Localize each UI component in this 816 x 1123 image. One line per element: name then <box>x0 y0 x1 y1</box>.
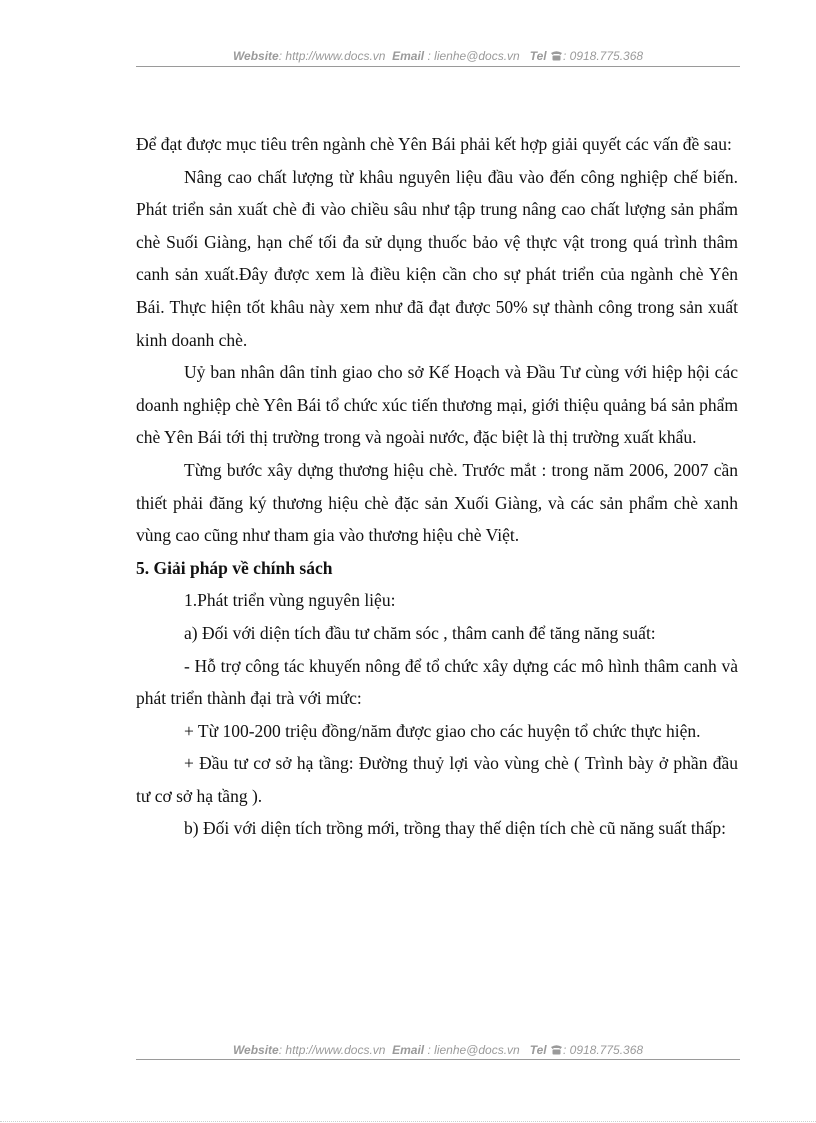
paragraph: a) Đối với diện tích đầu tư chăm sóc , thâm canh để tăng năng suất: <box>184 622 656 643</box>
paragraph: - Hỗ trợ công tác khuyến nông để tổ chức xây dựng các mô hình thâm canh và phát triển thành đại trà với mức: <box>136 655 738 709</box>
header-email-value: : lienhe@docs.vn <box>427 49 520 63</box>
page-bottom-edge <box>0 1121 816 1122</box>
footer-rule <box>136 1059 740 1060</box>
header-website-label: Website <box>232 49 279 63</box>
footer-website-value: : http://www.docs.vn <box>278 1043 386 1057</box>
document-body <box>136 128 738 845</box>
header-email-label: Email <box>392 49 425 63</box>
footer-email-value: : lienhe@docs.vn <box>427 1043 520 1057</box>
paragraph: + Đầu tư cơ sở hạ tầng: Đường thuỷ lợi vào vùng chè ( Trình bày ở phần đầu tư cơ sở hạ tầng ). <box>136 753 738 806</box>
footer-email-label: Email <box>392 1043 425 1057</box>
phone-icon <box>550 1044 563 1055</box>
paragraph: Từng bước xây dựng thương hiệu chè. Trước mắt : trong năm 2006, 2007 cần thiết phải đăng ký thương hiệu chè đặc sản Xuối Giàng, và các sản phẩm chè xanh vùng cao cũng như tham gia vào thương hiệu chè Việt. <box>136 459 738 546</box>
footer-website-label: Website <box>232 1043 279 1057</box>
paragraph: Để đạt được mục tiêu trên ngành chè Yên Bái phải kết hợp giải quyết các vấn đề sau: <box>136 134 732 154</box>
paragraph: b) Đối với diện tích trồng mới, trồng thay thế diện tích chè cũ năng suất thấp: <box>184 818 726 839</box>
paragraph: 1.Phát triển vùng nguyên liệu: <box>184 590 396 611</box>
header-tel-label: Tel <box>529 49 547 63</box>
paragraph: + Từ 100-200 triệu đồng/năm được giao cho các huyện tổ chức thực hiện. <box>184 720 701 741</box>
header-tel-value: : 0918.775.368 <box>562 49 644 63</box>
footer-tel-value: : 0918.775.368 <box>562 1043 644 1057</box>
footer-tel-label: Tel <box>529 1043 547 1057</box>
page-footer <box>136 1043 740 1057</box>
header-website-value: : http://www.docs.vn <box>278 49 386 63</box>
section-heading: 5. Giải pháp về chính sách <box>136 557 333 578</box>
header-rule <box>136 66 740 67</box>
paragraph: Nâng cao chất lượng từ khâu nguyên liệu đầu vào đến công nghiệp chế biến. Phát triển sản xuất chè đi vào chiều sâu như tập trung nâng cao chất lượng sản phẩm chè Suối Giàng, hạn chế tối đa sử dụng thuốc bảo vệ thực vật trong quá trình thâm canh sản xuất.Đây được xem là điều kiện cần cho sự phát triển của ngành chè Yên Bái. Thực hiện tốt khâu này xem như đã đạt được 50% sự thành công trong sản xuất kinh doanh chè. <box>136 166 738 350</box>
paragraph: Uỷ ban nhân dân tỉnh giao cho sở Kế Hoạch và Đầu Tư cùng với hiệp hội các doanh nghiệp chè Yên Bái tổ chức xúc tiến thương mại, giới thiệu quảng bá sản phẩm chè Yên Bái tới thị trường trong và ngoài nước, đặc biệt là thị trường xuất khẩu. <box>136 362 738 448</box>
page-header <box>136 49 740 63</box>
phone-icon <box>550 50 563 61</box>
